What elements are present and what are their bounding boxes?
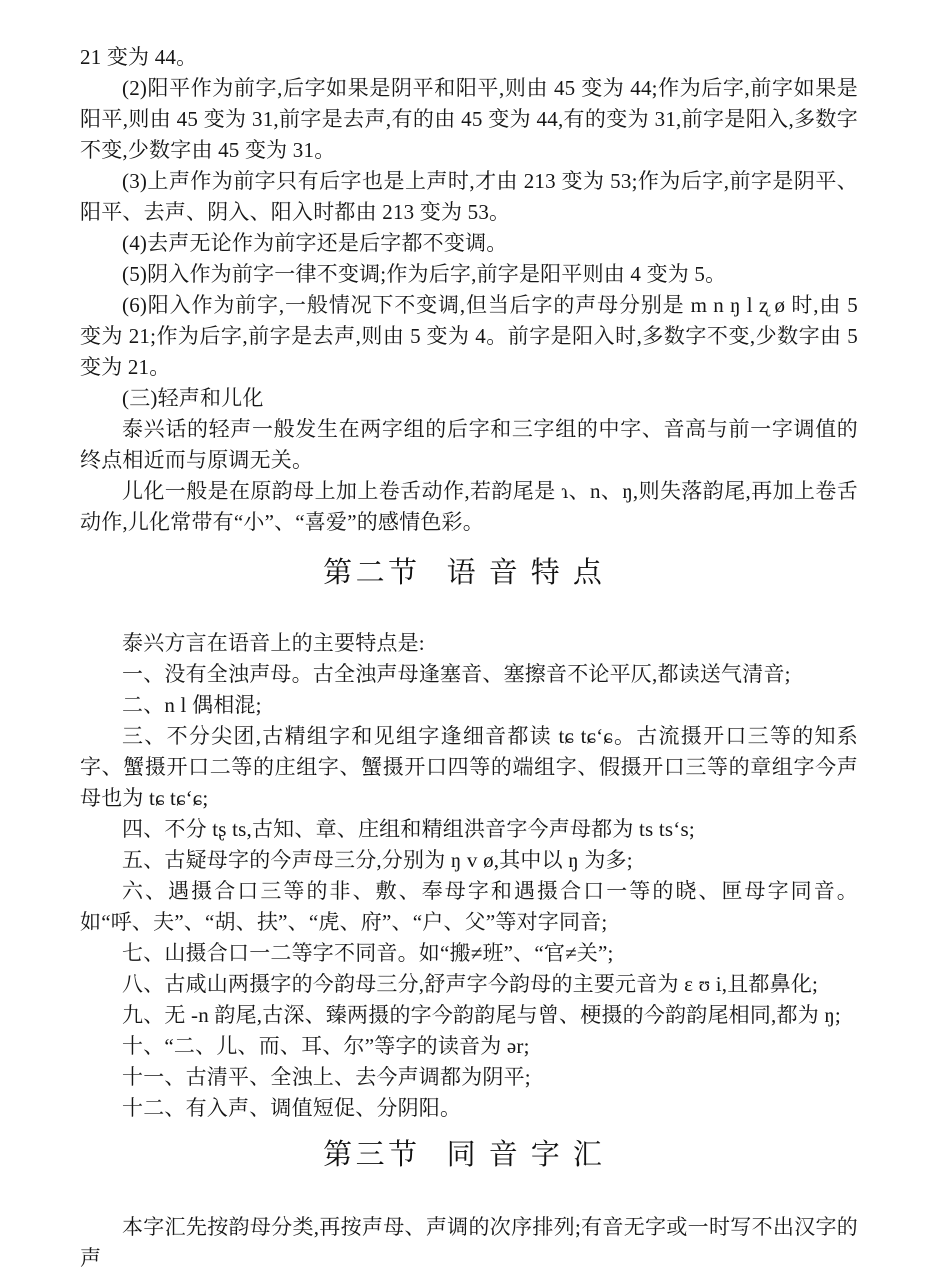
section-number-label: 第二节 [323, 557, 421, 589]
tone-sandhi-text-block [80, 42, 858, 538]
paragraph: 一、没有全浊声母。古全浊声母逢塞音、塞擦音不论平仄,都读送气清音; [122, 662, 791, 686]
paragraph: 泰兴方言在语音上的主要特点是: [122, 631, 425, 655]
paragraph: 十二、有入声、调值短促、分阴阳。 [122, 1096, 462, 1120]
section-heading-phonetic-features [80, 552, 858, 594]
paragraph: (5)阴入作为前字一律不变调;作为后字,前字是阳平则由 4 变为 5。 [122, 262, 727, 286]
paragraph: 七、山摄合口一二等字不同音。如“搬≠班”、“官≠关”; [122, 941, 614, 965]
paragraph: 儿化一般是在原韵母上加上卷舌动作,若韵尾是 ɿ、n、ŋ,则失落韵尾,再加上卷舌动作,儿化常带有“小”、“喜爱”的感情色彩。 [80, 479, 858, 534]
paragraph: (三)轻声和儿化 [122, 386, 264, 410]
paragraph: 九、无 -n 韵尾,古深、臻两摄的字今韵韵尾与曾、梗摄的今韵韵尾相同,都为 ŋ; [122, 1003, 841, 1027]
paragraph: 泰兴话的轻声一般发生在两字组的后字和三字组的中字、音高与前一字调值的终点相近而与原调无关。 [80, 417, 858, 472]
paragraph: 三、不分尖团,古精组字和见组字逢细音都读 tɕ tɕ‘ɕ。古流摄开口三等的知系字、蟹摄开口二等的庄组字、蟹摄开口四等的端组字、假摄开口三等的章组字今声母也为 tɕ tɕ‘ɕ; [80, 724, 858, 810]
paragraph: 十一、古清平、全浊上、去今声调都为阴平; [122, 1065, 531, 1089]
paragraph: 二、n l 偶相混; [122, 693, 262, 717]
paragraph: 四、不分 tʂ ts,古知、章、庄组和精组洪音字今声母都为 ts ts‘s; [122, 817, 695, 841]
section-title: 语音特点 [446, 557, 615, 589]
paragraph: (6)阳入作为前字,一般情况下不变调,但当后字的声母分别是 m n ŋ l ʐ ø 时,由 5 变为 21;作为后字,前字是去声,则由 5 变为 4。前字是阳入时,多数字不变,少数字由 5 变为 21。 [80, 293, 858, 379]
paragraph: 十、“二、儿、而、耳、尔”等字的读音为 ər; [122, 1034, 530, 1058]
paragraph: 六、遇摄合口三等的非、敷、奉母字和遇摄合口一等的晓、匣母字同音。如“呼、夫”、“胡、扶”、“虎、府”、“户、父”等对字同音; [80, 879, 858, 934]
section-heading-homophone-list [80, 1134, 858, 1176]
paragraph: 五、古疑母字的今声母三分,分别为 ŋ v ø,其中以 ŋ 为多; [122, 848, 633, 872]
phonetic-features-text-block [80, 628, 858, 1124]
section-number-label: 第三节 [323, 1139, 421, 1171]
paragraph: 21 变为 44。 [80, 45, 198, 69]
paragraph: (3)上声作为前字只有后字也是上声时,才由 213 变为 53;作为后字,前字是阴平、阳平、去声、阴入、阳入时都由 213 变为 53。 [80, 169, 858, 224]
paragraph: (2)阳平作为前字,后字如果是阴平和阳平,则由 45 变为 44;作为后字,前字如果是阳平,则由 45 变为 31,前字是去声,有的由 45 变为 44,有的变为 31,前字是阳入,多数字不变,少数字由 45 变为 31。 [80, 76, 858, 162]
paragraph: (4)去声无论作为前字还是后字都不变调。 [122, 231, 508, 255]
section-title: 同音字汇 [446, 1139, 615, 1171]
paragraph: 本字汇先按韵母分类,再按声母、声调的次序排列;有音无字或一时写不出汉字的声 [80, 1215, 858, 1270]
homophone-list-text-block [80, 1212, 858, 1274]
paragraph: 八、古咸山两摄字的今韵母三分,舒声字今韵母的主要元音为 ɛ ʊ i,且都鼻化; [122, 972, 819, 996]
